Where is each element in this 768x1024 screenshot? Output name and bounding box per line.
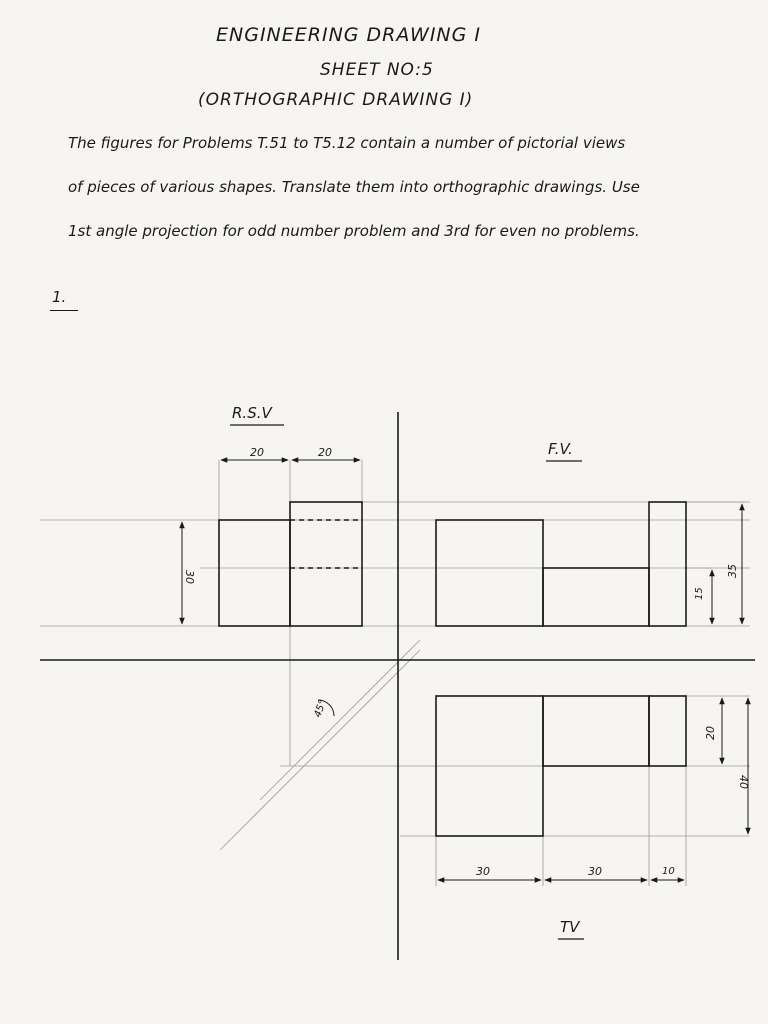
dim-fv-step: 15 [694, 587, 705, 600]
dim-fv-total: 35 [726, 564, 739, 578]
miter-lines [220, 640, 420, 850]
dim-tv-small: 20 [704, 726, 717, 740]
instruction-line-1: The figures for Problems T.51 to T5.12 contain a number of pictorial views [68, 134, 626, 152]
sheet-title: ENGINEERING DRAWING I [216, 24, 482, 46]
fv-label: F.V. [548, 440, 573, 458]
problem-number: 1. [52, 288, 67, 306]
dim-rsv-left: 20 [250, 446, 264, 459]
tv-label: TV [560, 918, 580, 936]
construction-lines [40, 460, 750, 886]
sheet-subtitle: (ORTHOGRAPHIC DRAWING I) [198, 90, 474, 110]
dim-tv-len-3: 10 [662, 866, 675, 877]
dim-tv-len-1: 30 [476, 865, 490, 878]
front-view [436, 502, 686, 626]
instruction-line-3: 1st angle projection for odd number problem and 3rd for even no problems. [68, 222, 640, 240]
reference-axes [40, 412, 755, 960]
sheet-number: SHEET NO:5 [320, 60, 434, 80]
dim-miter-angle: 45° [312, 698, 329, 720]
dimension-lines [182, 460, 748, 880]
right-side-view [219, 502, 362, 626]
rsv-label: R.S.V [232, 404, 272, 422]
instruction-line-2: of pieces of various shapes. Translate them into orthographic drawings. Use [68, 178, 640, 196]
dim-rsv-right: 20 [318, 446, 332, 459]
dim-tv-len-2: 30 [588, 865, 602, 878]
dim-tv-total: 40 [737, 775, 750, 789]
dim-rsv-height: 30 [183, 570, 196, 584]
